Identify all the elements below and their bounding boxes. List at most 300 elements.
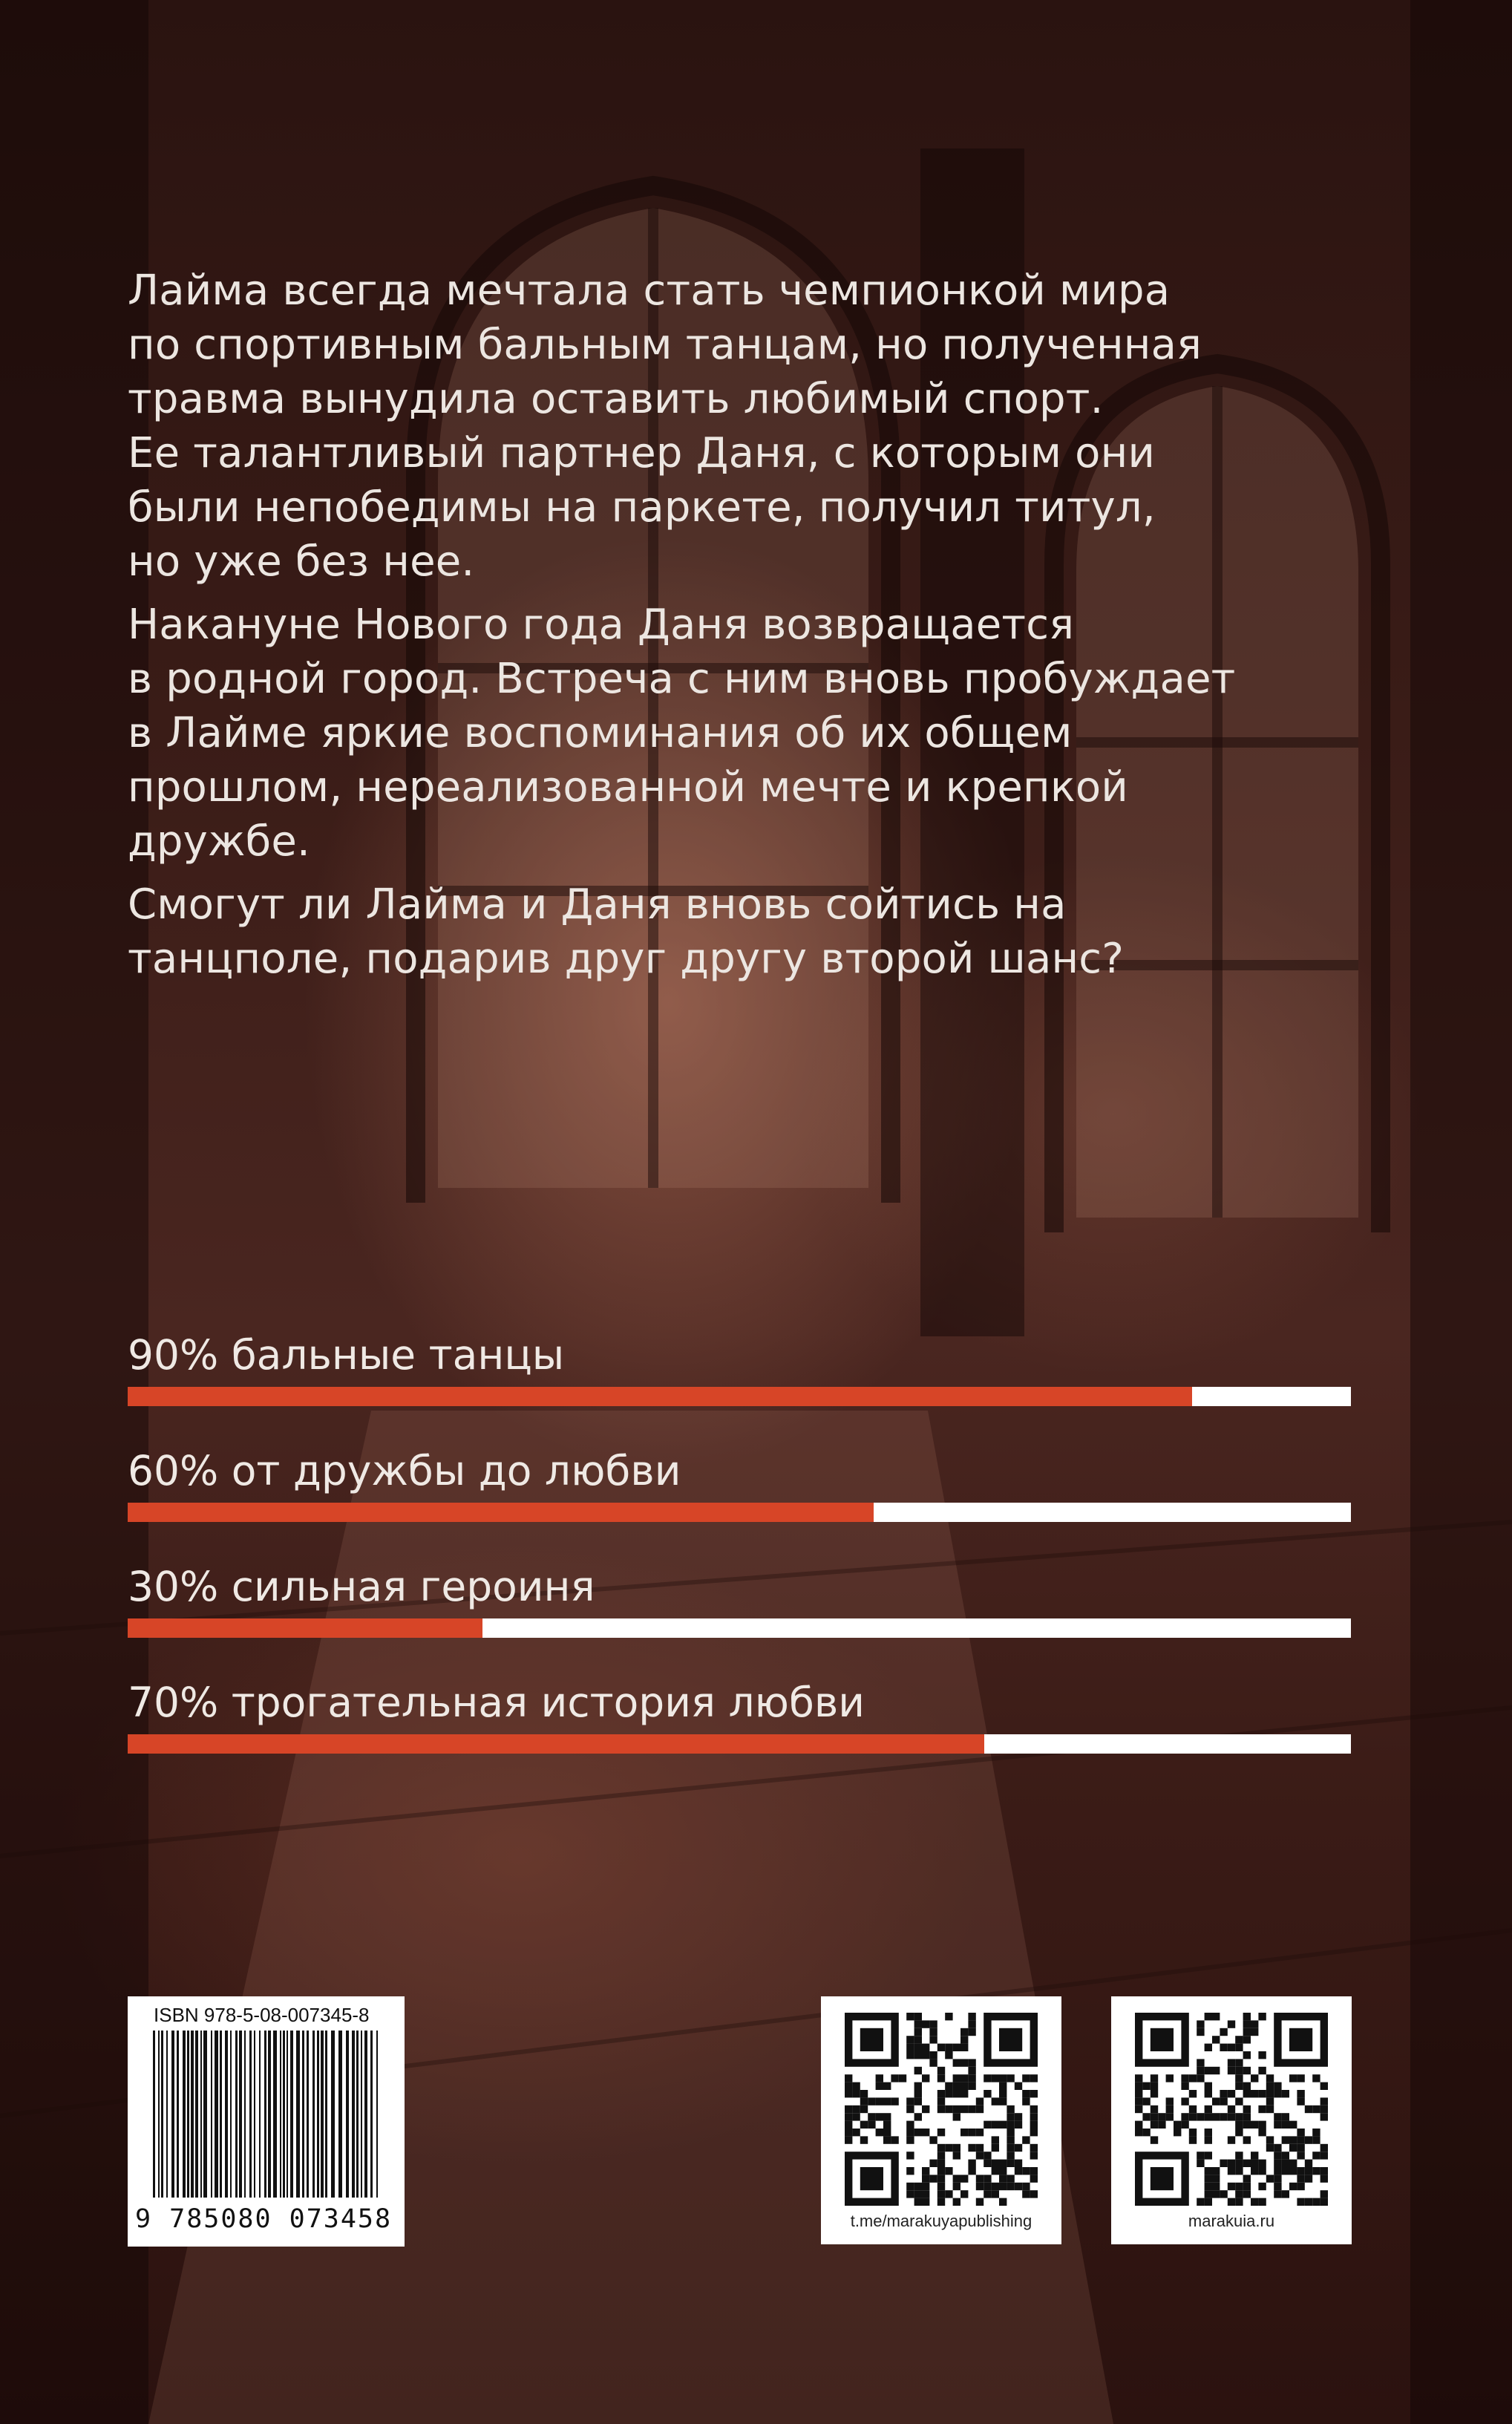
qr-module <box>914 2020 922 2028</box>
barcode-bar <box>177 2031 179 2198</box>
trope-meter-label: 90% бальные танцы <box>128 1331 565 1379</box>
qr-module <box>953 2059 960 2066</box>
barcode-bar <box>361 2031 362 2198</box>
qr-module <box>999 2175 1007 2182</box>
qr-module <box>868 2121 875 2129</box>
qr-module <box>1243 2067 1251 2074</box>
qr-module <box>1258 2013 1266 2020</box>
qr-module <box>992 2136 999 2143</box>
trope-meter-fill <box>128 1503 874 1522</box>
qr-code-icon <box>1135 2013 1328 2206</box>
qr-module <box>992 2190 999 2198</box>
qr-module <box>945 2082 952 2090</box>
qr-module <box>960 2106 968 2113</box>
barcode-bar <box>346 2031 349 2198</box>
qr-module <box>1205 2190 1212 2198</box>
qr-module <box>914 2028 922 2036</box>
qr-module <box>1205 2113 1212 2120</box>
barcode-bar <box>158 2031 160 2198</box>
qr-module <box>1228 2044 1235 2051</box>
qr-module <box>914 2067 922 2074</box>
qr-module <box>1228 2067 1235 2074</box>
qr-module <box>1297 2090 1304 2097</box>
qr-module <box>968 2013 975 2020</box>
qr-module <box>1228 2183 1235 2190</box>
qr-module <box>1320 2106 1328 2113</box>
qr-module <box>922 2183 929 2190</box>
qr-module <box>1243 2190 1251 2198</box>
qr-module <box>1151 2167 1174 2190</box>
barcode-bar <box>166 2031 168 2198</box>
qr-module <box>1030 2074 1038 2082</box>
qr-module <box>937 2144 945 2152</box>
qr-module <box>1135 2106 1142 2113</box>
barcode-bar <box>264 2031 266 2198</box>
qr-module <box>1220 2044 1227 2051</box>
qr-module <box>984 2074 991 2082</box>
qr-module <box>1030 2129 1038 2136</box>
qr-module <box>1205 2044 1212 2051</box>
qr-module <box>845 2090 852 2097</box>
qr-module <box>1007 2074 1014 2082</box>
qr-module <box>852 2106 860 2113</box>
barcode-bar <box>259 2031 261 2198</box>
qr-module <box>1235 2067 1243 2074</box>
trope-meter-fill <box>128 1387 1192 1406</box>
qr-telegram[interactable] <box>821 1996 1061 2244</box>
qr-module <box>1243 2028 1251 2036</box>
qr-module <box>860 2167 883 2190</box>
qr-module <box>1228 2136 1235 2143</box>
qr-module <box>937 2198 945 2206</box>
qr-module <box>960 2059 968 2066</box>
qr-module <box>1305 2136 1312 2143</box>
qr-module <box>953 2082 960 2090</box>
trope-meter-track <box>128 1734 1351 1754</box>
qr-module <box>860 2090 868 2097</box>
qr-module <box>937 2190 945 2198</box>
qr-module <box>976 2198 984 2206</box>
qr-module <box>1289 2074 1297 2082</box>
qr-module <box>984 2190 991 2198</box>
qr-module <box>914 2090 922 2097</box>
qr-module <box>1235 2036 1243 2043</box>
qr-module <box>1205 2090 1212 2097</box>
qr-module <box>1030 2175 1038 2182</box>
qr-module <box>914 2198 922 2206</box>
barcode-bar <box>302 2031 304 2198</box>
qr-module <box>1158 2113 1165 2120</box>
qr-module <box>960 2129 968 2136</box>
qr-module <box>1007 2136 1014 2143</box>
qr-module <box>891 2097 898 2105</box>
qr-module <box>1274 2121 1281 2129</box>
qr-module <box>1282 2167 1289 2175</box>
trope-meter-fill <box>128 1734 984 1754</box>
qr-module <box>1305 2106 1312 2113</box>
qr-module <box>1243 2013 1251 2020</box>
qr-module <box>992 2160 999 2167</box>
barcode-bar <box>244 2031 246 2198</box>
qr-module <box>984 2090 991 2097</box>
qr-module <box>876 2113 883 2120</box>
qr-module <box>945 2167 952 2175</box>
qr-module <box>968 2167 975 2175</box>
trope-meter <box>128 1561 1351 1676</box>
qr-module <box>968 2028 975 2036</box>
qr-module <box>1289 2160 1297 2167</box>
qr-module <box>1289 2028 1312 2051</box>
qr-module <box>906 2051 914 2059</box>
qr-module <box>945 2144 952 2152</box>
qr-module <box>883 2121 891 2129</box>
qr-module <box>1320 2113 1328 2120</box>
barcode-bar <box>317 2031 319 2198</box>
qr-module <box>1235 2167 1243 2175</box>
barcode-bar <box>215 2031 218 2198</box>
isbn-digits: 9 785080 073458 <box>135 2204 393 2234</box>
qr-module <box>937 2152 945 2159</box>
qr-module <box>852 2113 860 2120</box>
qr-module <box>1007 2160 1014 2167</box>
barcode-bar <box>200 2031 202 2198</box>
qr-module <box>1266 2175 1274 2182</box>
qr-module <box>922 2044 929 2051</box>
qr-module <box>1197 2059 1204 2066</box>
qr-module <box>999 2183 1007 2190</box>
qr-module <box>1030 2121 1038 2129</box>
qr-module <box>1142 2129 1150 2136</box>
barcode-bar <box>195 2031 198 2198</box>
qr-module <box>1166 2106 1174 2113</box>
qr-module <box>1243 2175 1251 2182</box>
qr-module <box>1228 2106 1235 2113</box>
qr-caption: marakuia.ru <box>1188 2212 1275 2230</box>
qr-module <box>960 2074 968 2082</box>
qr-module <box>1181 2113 1188 2120</box>
qr-module <box>1274 2160 1281 2167</box>
qr-module <box>1266 2136 1274 2143</box>
qr-module <box>1022 2074 1030 2082</box>
qr-module <box>1282 2121 1289 2129</box>
qr-module <box>1235 2129 1243 2136</box>
qr-module <box>1220 2160 1227 2167</box>
qr-module <box>968 2129 975 2136</box>
qr-module <box>883 2136 891 2143</box>
qr-module <box>1007 2129 1014 2136</box>
qr-module <box>868 2097 875 2105</box>
qr-module <box>1320 2152 1328 2159</box>
qr-module <box>1212 2183 1220 2190</box>
qr-module <box>852 2129 860 2136</box>
qr-module <box>1212 2067 1220 2074</box>
qr-module <box>1189 2074 1197 2082</box>
qr-module <box>1289 2167 1297 2175</box>
qr-module <box>1312 2167 1320 2175</box>
qr-module <box>1205 2183 1212 2190</box>
qr-module <box>1235 2190 1243 2198</box>
qr-module <box>1251 2090 1258 2097</box>
qr-code-icon <box>845 2013 1038 2206</box>
qr-module <box>883 2082 891 2090</box>
qr-module <box>922 2190 929 2198</box>
qr-module <box>1205 2129 1212 2136</box>
qr-module <box>1312 2198 1320 2206</box>
barcode-bar <box>280 2031 281 2198</box>
qr-module <box>845 2074 852 2082</box>
qr-module <box>945 2051 952 2059</box>
qr-module <box>1212 2013 1220 2020</box>
qr-module <box>999 2090 1007 2097</box>
qr-module <box>1212 2167 1220 2175</box>
qr-module <box>984 2121 991 2129</box>
qr-module <box>1228 2160 1235 2167</box>
barcode-bar <box>203 2031 207 2198</box>
qr-module <box>984 2175 991 2182</box>
qr-module <box>906 2136 914 2143</box>
barcode-bar <box>153 2031 155 2198</box>
qr-module <box>914 2097 922 2105</box>
qr-module <box>1282 2160 1289 2167</box>
qr-module <box>1015 2121 1022 2129</box>
qr-module <box>1274 2113 1281 2120</box>
qr-module <box>1274 2144 1281 2152</box>
qr-module <box>1282 2113 1289 2120</box>
qr-module <box>1258 2183 1266 2190</box>
qr-module <box>876 2129 883 2136</box>
qr-module <box>1007 2106 1014 2113</box>
barcode-bar <box>312 2031 315 2198</box>
qr-module <box>922 2051 929 2059</box>
qr-module <box>937 2067 945 2074</box>
barcode-bar <box>191 2031 194 2198</box>
barcode-bar <box>296 2031 300 2198</box>
qr-module <box>976 2152 984 2159</box>
qr-module <box>1197 2020 1204 2028</box>
qr-module <box>984 2183 991 2190</box>
qr-module <box>937 2175 945 2182</box>
qr-module <box>960 2036 968 2043</box>
qr-module <box>1166 2113 1174 2120</box>
qr-module <box>1135 2074 1142 2082</box>
qr-module <box>953 2044 960 2051</box>
qr-module <box>1274 2183 1281 2190</box>
qr-module <box>1266 2097 1274 2105</box>
qr-module <box>953 2175 960 2182</box>
qr-module <box>1258 2129 1266 2136</box>
qr-module <box>883 2097 891 2105</box>
qr-module <box>992 2074 999 2082</box>
qr-module <box>868 2113 875 2120</box>
qr-module <box>860 2028 883 2051</box>
qr-module <box>976 2129 984 2136</box>
qr-module <box>937 2090 945 2097</box>
qr-module <box>1142 2113 1150 2120</box>
qr-module <box>914 2190 922 2198</box>
qr-module <box>1135 2121 1142 2129</box>
qr-module <box>1007 2121 1014 2129</box>
qr-module <box>992 2097 999 2105</box>
qr-module <box>1266 2144 1274 2152</box>
qr-module <box>1266 2082 1274 2090</box>
qr-module <box>1305 2175 1312 2182</box>
qr-module <box>1030 2090 1038 2097</box>
qr-module <box>1220 2190 1227 2198</box>
qr-module <box>1235 2152 1243 2159</box>
qr-module <box>1212 2113 1220 2120</box>
qr-module <box>914 2036 922 2043</box>
qr-module <box>992 2167 999 2175</box>
qr-module <box>922 2167 929 2175</box>
qr-module <box>876 2097 883 2105</box>
qr-module <box>976 2144 984 2152</box>
barcode-bar <box>239 2031 242 2198</box>
qr-module <box>1135 2090 1142 2097</box>
barcode-bar <box>187 2031 189 2198</box>
trope-meter <box>128 1329 1351 1445</box>
qr-module <box>1220 2097 1227 2105</box>
qr-module <box>953 2074 960 2082</box>
qr-module <box>1151 2090 1158 2097</box>
qr-module <box>1212 2175 1220 2182</box>
qr-module <box>1181 2097 1188 2105</box>
qr-module <box>906 2106 914 2113</box>
qr-module <box>1181 2082 1188 2090</box>
qr-module <box>860 2106 868 2113</box>
qr-module <box>1305 2160 1312 2167</box>
trope-meter-label: 60% от дружбы до любви <box>128 1447 681 1494</box>
qr-module <box>1235 2082 1243 2090</box>
qr-module <box>1297 2183 1304 2190</box>
qr-module <box>1251 2198 1258 2206</box>
qr-module <box>1212 2097 1220 2105</box>
barcode-bar <box>338 2031 342 2198</box>
qr-module <box>1320 2190 1328 2198</box>
qr-module <box>1235 2183 1243 2190</box>
qr-module <box>1251 2160 1258 2167</box>
qr-module <box>1251 2121 1258 2129</box>
book-blurb <box>128 264 1390 995</box>
qr-module <box>1030 2167 1038 2175</box>
trope-meter-label: 30% сильная героиня <box>128 1563 595 1610</box>
qr-module <box>1243 2082 1251 2090</box>
qr-module <box>852 2082 860 2090</box>
qr-module <box>845 2113 852 2120</box>
qr-module <box>1007 2152 1014 2159</box>
qr-module <box>1258 2160 1266 2167</box>
qr-module <box>1212 2036 1220 2043</box>
qr-module <box>937 2167 945 2175</box>
qr-website[interactable] <box>1111 1996 1352 2244</box>
qr-module <box>1197 2074 1204 2082</box>
qr-module <box>937 2183 945 2190</box>
qr-module <box>1251 2028 1258 2036</box>
qr-module <box>1151 2121 1158 2129</box>
qr-module <box>1312 2152 1320 2159</box>
trope-meter-label: 70% трогательная история любви <box>128 1679 865 1726</box>
barcode-bar <box>249 2031 252 2198</box>
qr-module <box>1228 2198 1235 2206</box>
qr-module <box>1243 2160 1251 2167</box>
qr-module <box>1174 2121 1181 2129</box>
qr-module <box>945 2106 952 2113</box>
barcode-bar <box>235 2031 238 2198</box>
qr-module <box>1015 2167 1022 2175</box>
qr-module <box>906 2097 914 2105</box>
qr-module <box>1243 2113 1251 2120</box>
qr-module <box>1228 2167 1235 2175</box>
barcode-bar <box>376 2031 378 2198</box>
qr-module <box>1007 2113 1014 2120</box>
qr-module <box>1220 2028 1227 2036</box>
qr-module <box>1205 2067 1212 2074</box>
qr-module <box>960 2190 968 2198</box>
qr-module <box>1022 2167 1030 2175</box>
qr-module <box>883 2113 891 2120</box>
qr-module <box>1212 2190 1220 2198</box>
qr-module <box>914 2051 922 2059</box>
qr-module <box>845 2121 852 2129</box>
qr-module <box>937 2044 945 2051</box>
qr-module <box>1320 2097 1328 2105</box>
qr-module <box>1312 2074 1320 2082</box>
qr-module <box>1015 2183 1022 2190</box>
qr-module <box>1030 2144 1038 2152</box>
qr-module <box>922 2198 929 2206</box>
qr-module <box>1030 2106 1038 2113</box>
qr-module <box>960 2090 968 2097</box>
qr-module <box>953 2198 960 2206</box>
qr-module <box>1266 2106 1274 2113</box>
qr-module <box>999 2160 1007 2167</box>
qr-module <box>1022 2183 1030 2190</box>
qr-module <box>1228 2090 1235 2097</box>
qr-module <box>929 2059 937 2066</box>
isbn-label: ISBN 978-5-08-007345-8 <box>154 2004 370 2026</box>
qr-module <box>1197 2152 1204 2159</box>
qr-module <box>914 2113 922 2120</box>
qr-module <box>999 2121 1007 2129</box>
qr-module <box>1320 2082 1328 2090</box>
qr-module <box>1015 2144 1022 2152</box>
qr-module <box>1022 2136 1030 2143</box>
qr-module <box>1320 2167 1328 2175</box>
qr-module <box>1312 2136 1320 2143</box>
qr-module <box>1312 2106 1320 2113</box>
barcode-bar <box>225 2031 228 2198</box>
qr-module <box>1258 2051 1266 2059</box>
qr-module <box>1228 2059 1235 2066</box>
qr-module <box>1007 2175 1014 2182</box>
trope-meter-track <box>128 1618 1351 1638</box>
barcode-bar <box>171 2031 174 2198</box>
qr-module <box>1205 2198 1212 2206</box>
qr-module <box>1151 2074 1158 2082</box>
qr-module <box>1007 2183 1014 2190</box>
barcode-bar <box>183 2031 186 2198</box>
qr-module <box>1151 2082 1158 2090</box>
qr-module <box>1320 2175 1328 2182</box>
qr-caption: t.me/marakuyapublishing <box>850 2212 1032 2230</box>
qr-module <box>1135 2129 1142 2136</box>
qr-module <box>1243 2051 1251 2059</box>
qr-module <box>992 2144 999 2152</box>
barcode-bar <box>254 2031 255 2198</box>
qr-module <box>922 2020 929 2028</box>
barcode-bar <box>211 2031 212 2198</box>
qr-module <box>1030 2152 1038 2159</box>
qr-module <box>1015 2113 1022 2120</box>
